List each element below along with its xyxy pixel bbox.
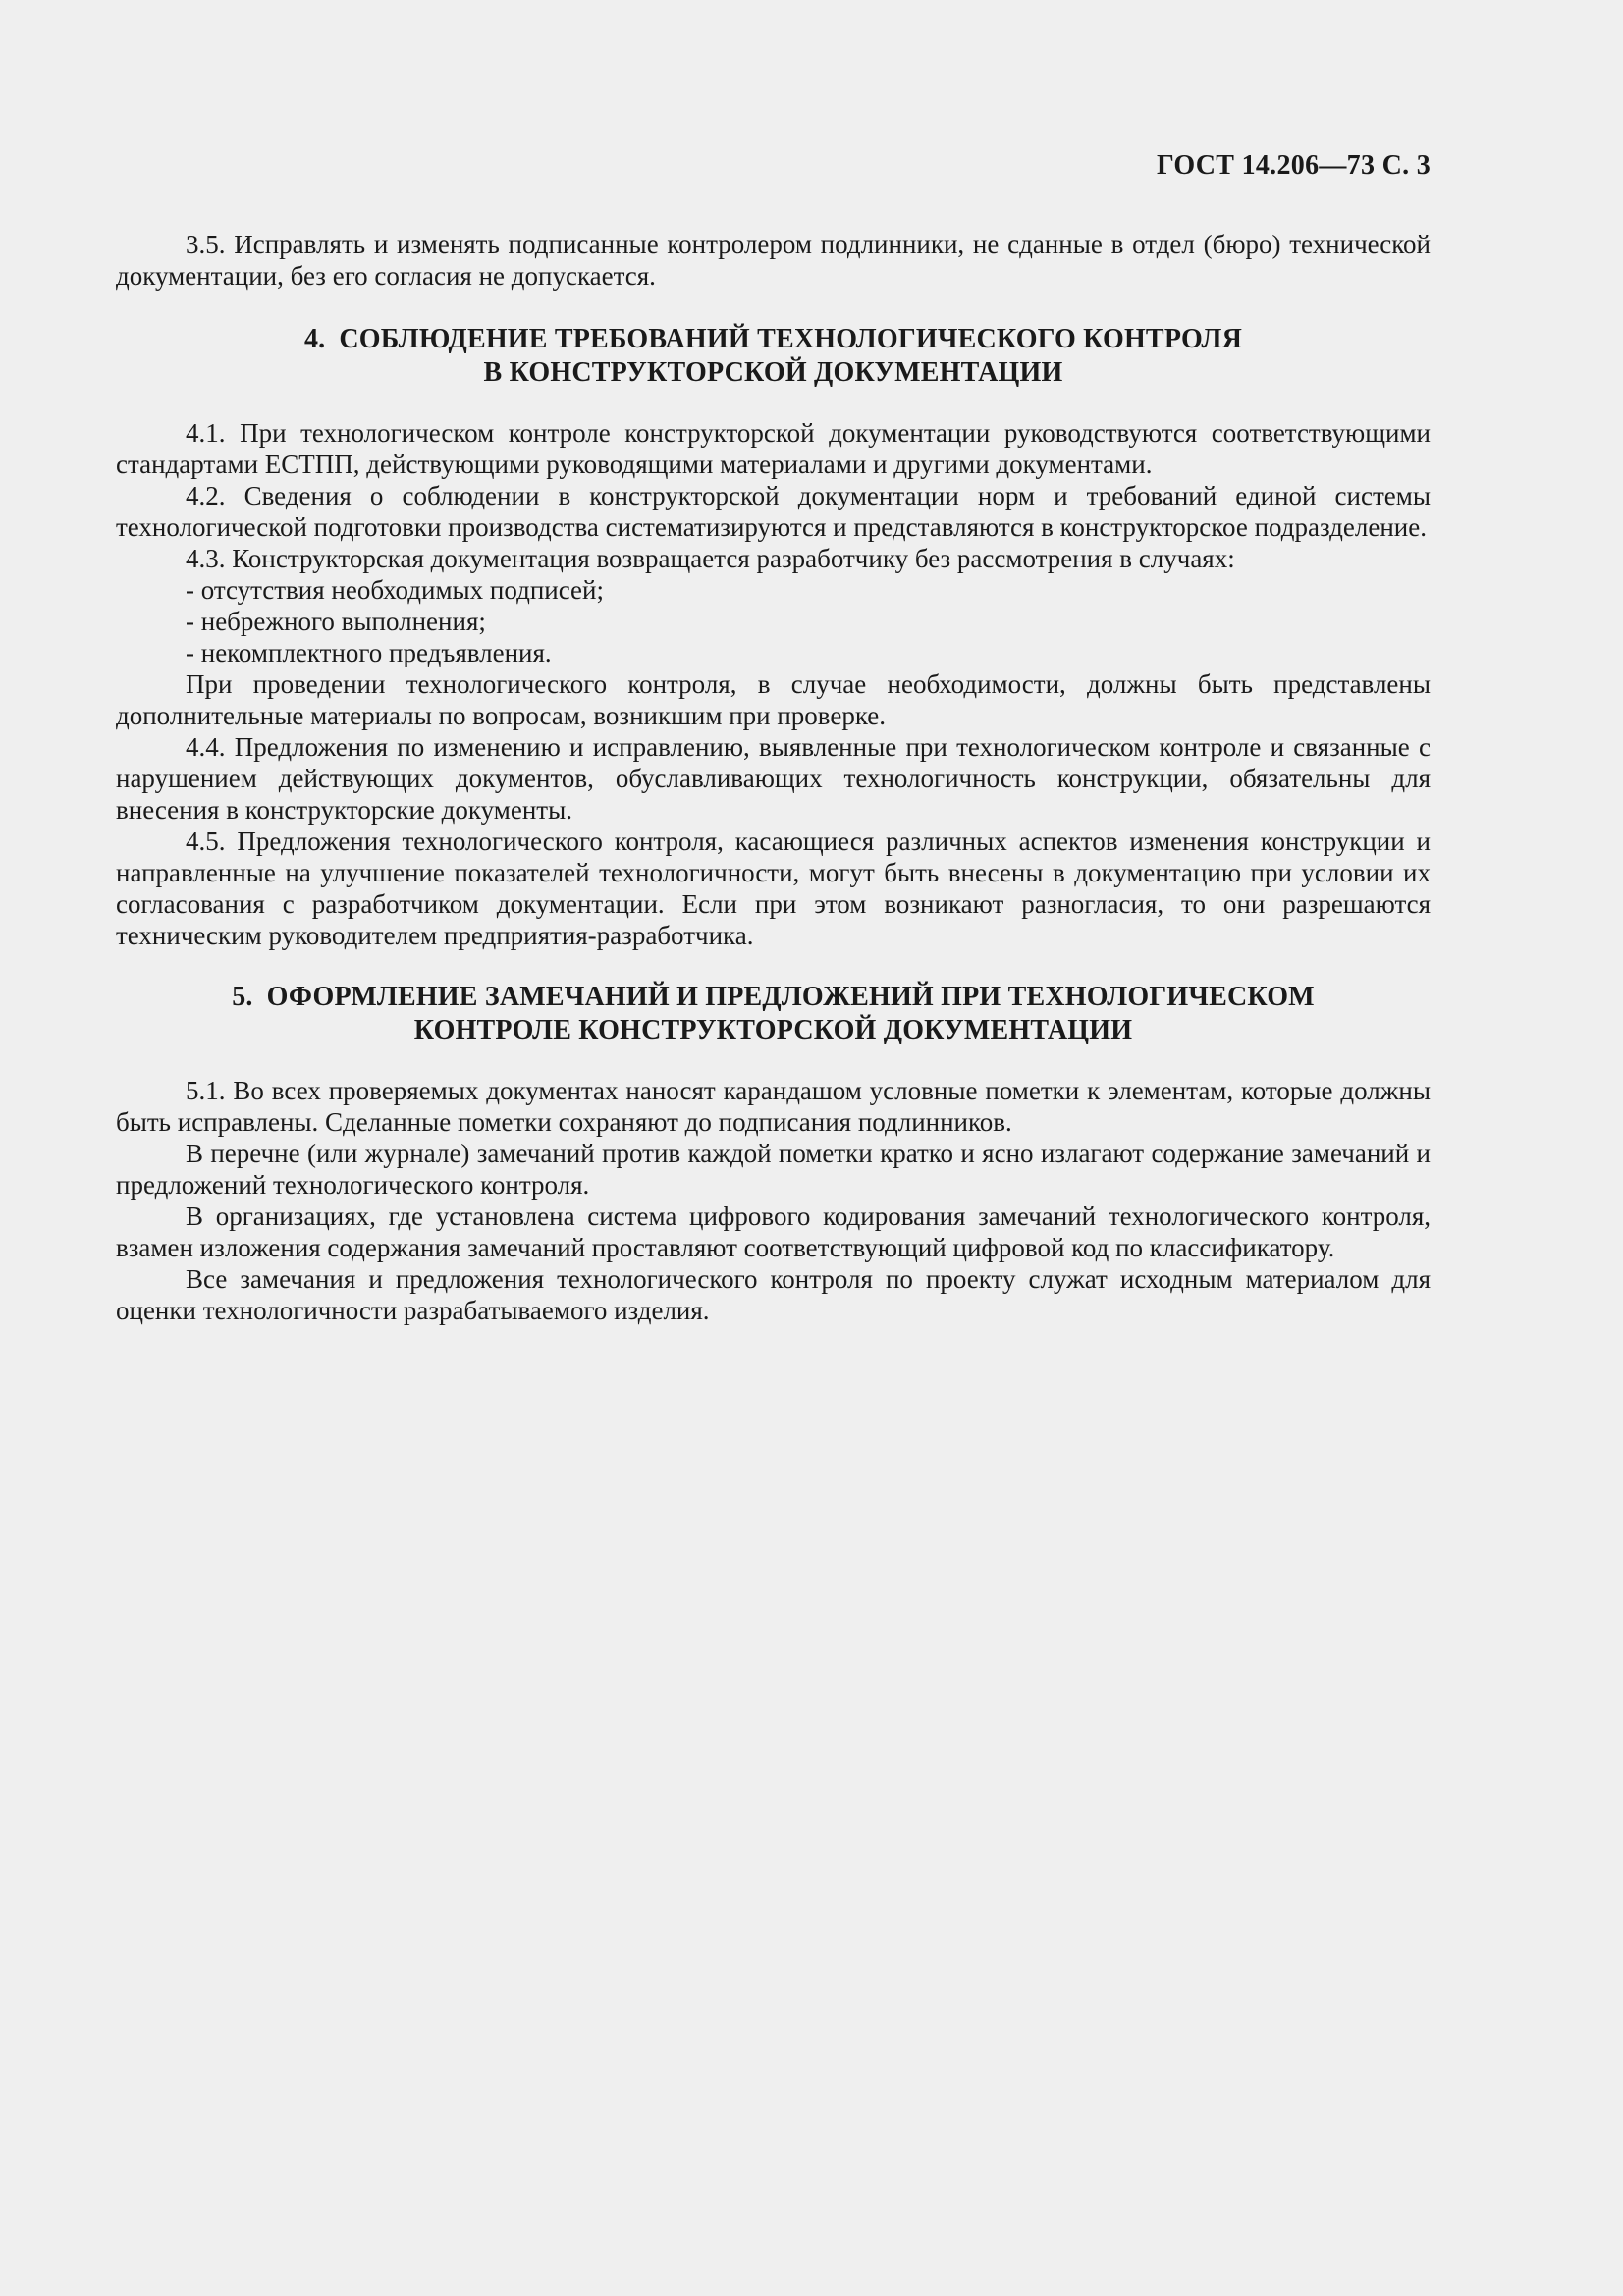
section-5-title: [116, 981, 1431, 1047]
section-5-number: 5.: [232, 982, 253, 1012]
paragraph-4-2: 4.2. Сведения о соблюдении в конструкторской документации норм и требований единой системы технологической подготовки производства систематизируются и представляются в конструкторское подразделение.: [116, 481, 1431, 542]
section-4-title-line-1: [116, 323, 1431, 356]
list-item: - отсутствия необходимых подписей;: [186, 575, 604, 605]
document-body: [116, 229, 1431, 1326]
paragraph-5-1: 5.1. Во всех проверяемых документах наносят карандашом условные пометки к элементам, которые должны быть исправлены. Сделанные пометки сохраняют до подписания подлинников.: [116, 1076, 1431, 1137]
section-4-number: 4.: [303, 324, 326, 354]
paragraph-4-5: 4.5. Предложения технологического контроля, касающиеся различных аспектов изменения конструкции и направленные на улучшение показателей технологичности, могут быть внесены в документацию при условии их согласования с разработчиком документации. Если при этом возникают разногласия, то они разрешаются техническим руководителем предприятия-разработчика.: [116, 827, 1431, 950]
section-4-title-line-2: В КОНСТРУКТОРСКОЙ ДОКУМЕНТАЦИИ: [483, 357, 1063, 388]
section-4-title: [116, 323, 1431, 390]
section-5-title-text-1: ОФОРМЛЕНИЕ ЗАМЕЧАНИЙ И ПРЕДЛОЖЕНИЙ ПРИ ТЕХНОЛОГИЧЕСКОМ: [266, 982, 1315, 1012]
paragraph-3-5: 3.5. Исправлять и изменять подписанные контролером подлинники, не сданные в отдел (бюро) технической документации, без его согласия не допускается.: [116, 230, 1431, 291]
paragraph-4-3: 4.3. Конструкторская документация возвращается разработчику без рассмотрения в случаях:: [186, 544, 1235, 573]
running-head: ГОСТ 14.206—73 С. 3: [1156, 150, 1431, 181]
paragraph-4-1: 4.1. При технологическом контроле конструкторской документации руководствуются соответствующими стандартами ЕСТПП, действующими руководящими материалами и другими документами.: [116, 418, 1431, 479]
section-4-title-text-1: СОБЛЮДЕНИЕ ТРЕБОВАНИЙ ТЕХНОЛОГИЧЕСКОГО КОНТРОЛЯ: [339, 324, 1243, 354]
list-item: - небрежного выполнения;: [186, 607, 486, 636]
paragraph-5-1-coding: В организациях, где установлена система цифрового кодирования замечаний технологического контроля, взамен изложения содержания замечаний проставляют соответствующий цифровой код по классификатору.: [116, 1201, 1431, 1262]
section-5-title-line-2: КОНТРОЛЕ КОНСТРУКТОРСКОЙ ДОКУМЕНТАЦИИ: [413, 1015, 1133, 1045]
paragraph-4-3-continuation: При проведении технологического контроля, в случае необходимости, должны быть представлены дополнительные материалы по вопросам, возникшим при проверке.: [116, 669, 1431, 730]
paragraph-5-1-journal: В перечне (или журнале) замечаний против каждой пометки кратко и ясно излагают содержание замечаний и предложений технологического контроля.: [116, 1139, 1431, 1200]
paragraph-5-1-final: Все замечания и предложения технологического контроля по проекту служат исходным материалом для оценки технологичности разрабатываемого изделия.: [116, 1264, 1431, 1325]
paragraph-4-4: 4.4. Предложения по изменению и исправлению, выявленные при технологическом контроле и связанные с нарушением действующих документов, обуславливающих технологичность конструкции, обязательны для внесения в конструкторские документы.: [116, 732, 1431, 825]
section-5-title-line-1: [116, 981, 1431, 1014]
list-item: - некомплектного предъявления.: [186, 638, 552, 667]
